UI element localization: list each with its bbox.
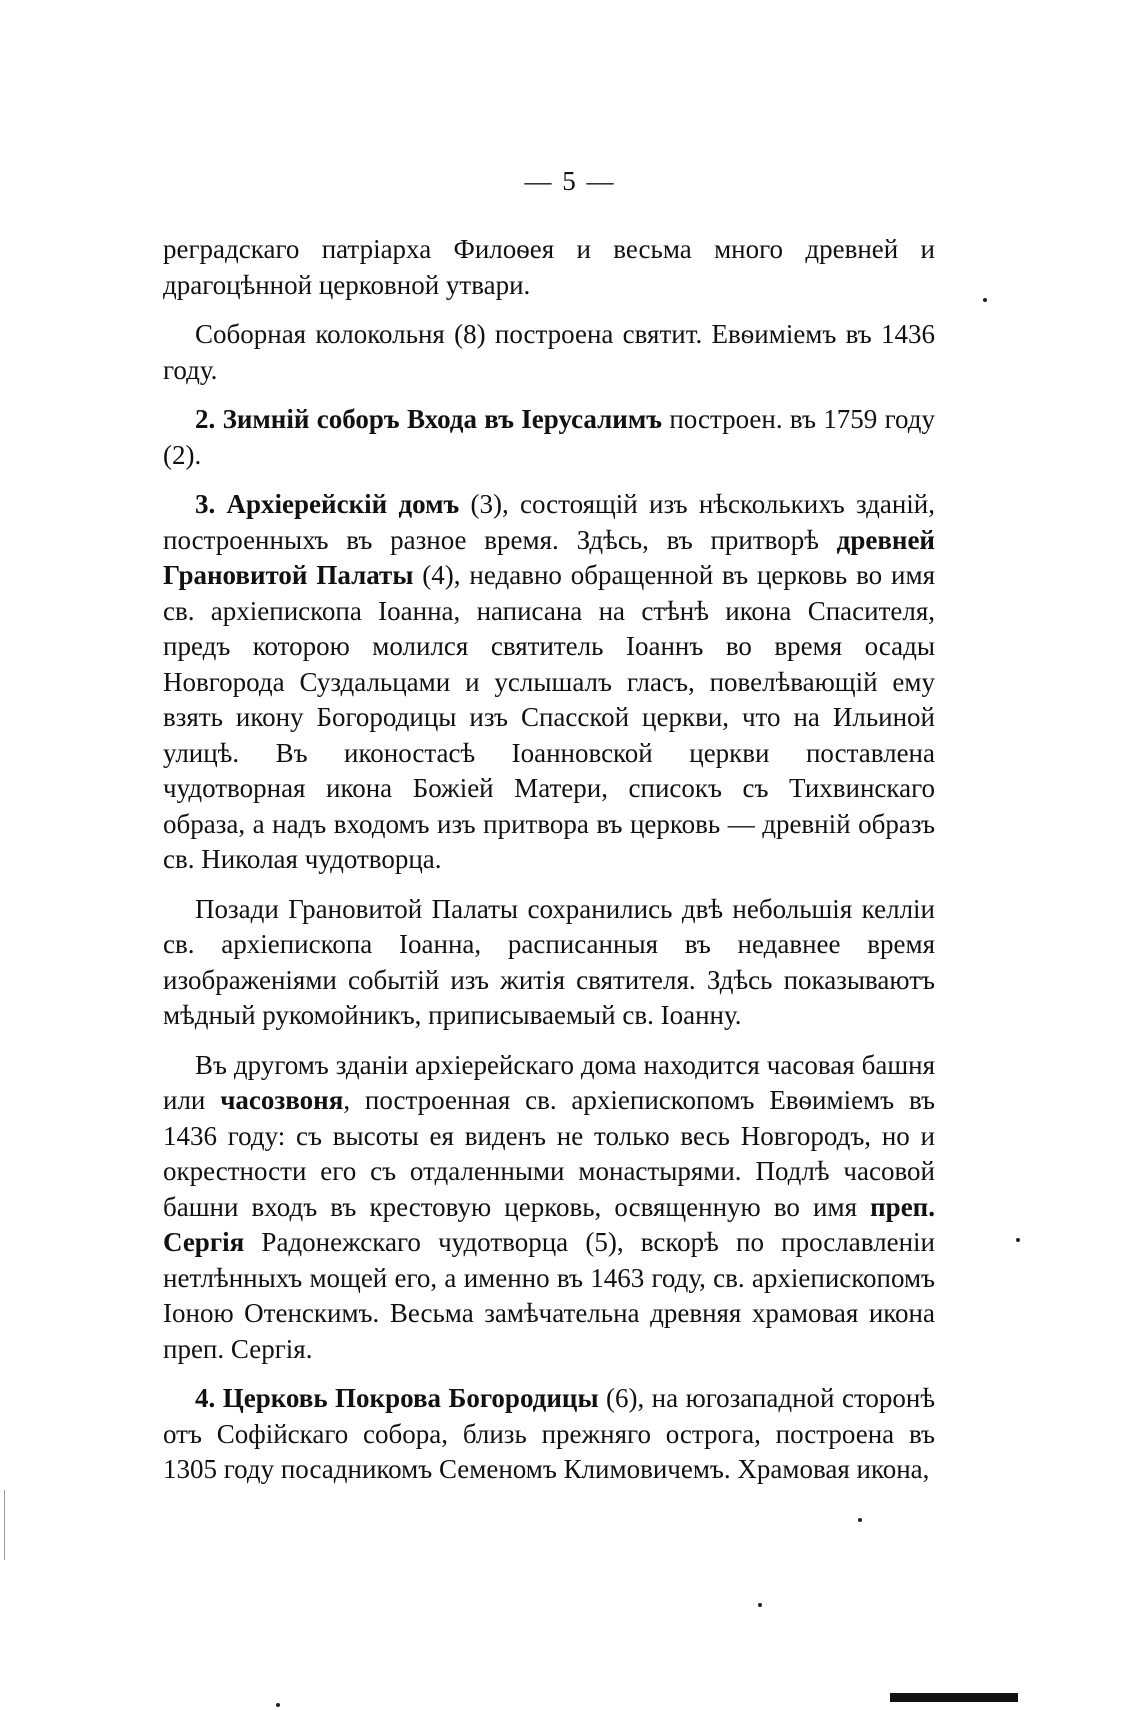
section-heading: 3. Архіерейскій домъ bbox=[195, 489, 460, 519]
text-segment: (6), на югозападной сторонѣ отъ Софійскаго собора, близь прежняго острога, построена въ 1305 году посадникомъ Семеномъ Климовичемъ. Храмовая икона, bbox=[163, 1383, 935, 1484]
paragraph-winter-cathedral bbox=[163, 402, 935, 473]
text-segment: Радонежскаго чудотворца (5), вскорѣ по прославленіи нетлѣнныхъ мощей его, а именно въ 1463 году, св. архіепископомъ Іоною Отенскимъ. Весьма замѣчательна древняя храмовая икона преп. Сергія. bbox=[163, 1227, 935, 1364]
text-segment: , построенная св. архіепископомъ Евѳиміемъ въ 1436 году: съ высоты ея виденъ не только весь Новгородъ, но и окрестности его съ отдаленными монастырями. Подлѣ часовой башни входъ въ крестовую церковь, освященную во имя bbox=[163, 1085, 935, 1222]
scan-speck bbox=[983, 298, 987, 302]
paragraph-cells bbox=[163, 892, 935, 1034]
scan-edge-line bbox=[4, 1490, 5, 1560]
text-segment: Въ другомъ зданіи архіерейскаго дома находится часовая башня или bbox=[163, 1049, 935, 1115]
bold-term: преп. Сергія bbox=[163, 1191, 935, 1257]
paragraph-pokrov-church bbox=[163, 1381, 935, 1488]
bold-term: часозвоня bbox=[220, 1085, 344, 1115]
text-segment: Соборная колокольня (8) построена святит. Евѳиміемъ въ 1436 году. bbox=[163, 319, 935, 385]
bold-term: древней Грановитой Палаты bbox=[163, 524, 935, 590]
paragraph-bell-tower bbox=[163, 317, 935, 388]
scan-speck bbox=[1016, 1238, 1020, 1242]
scan-bottom-bar bbox=[890, 1693, 1018, 1702]
paragraph-clock-tower bbox=[163, 1048, 935, 1368]
text-segment: реградскаго патріарха Филоѳея и весьма много древней и драгоцѣнной церковной утвари. bbox=[163, 234, 935, 300]
section-heading: 2. Зимній соборъ Входа въ Іерусалимъ bbox=[195, 404, 662, 434]
text-segment: (3), состоящій изъ нѣсколькихъ зданій, построенныхъ въ разное время. Здѣсь, въ притворѣ bbox=[163, 489, 935, 555]
text-segment: Позади Грановитой Палаты сохранились двѣ небольшія келліи св. архіепископа Іоанна, расписанныя въ недавнее время изображеніями событій изъ житія святителя. Здѣсь показываютъ мѣдный рукомойникъ, приписываемый св. Іоанну. bbox=[163, 893, 935, 1030]
paragraph-continuation bbox=[163, 232, 935, 303]
text-segment: построен. въ 1759 году (2). bbox=[163, 404, 935, 470]
section-heading: 4. Церковь Покрова Богородицы bbox=[195, 1383, 599, 1413]
scan-speck bbox=[276, 1703, 280, 1707]
scan-speck bbox=[858, 1518, 862, 1522]
paragraph-bishops-house bbox=[163, 487, 935, 878]
page-body bbox=[163, 232, 935, 1502]
scan-speck bbox=[758, 1603, 762, 1607]
page-number: — 5 — bbox=[524, 166, 616, 196]
text-segment: (4), недавно обращенной въ церковь во имя св. архіепископа Іоанна, написана на стѣнѣ икона Спасителя, предъ которою молился святитель Іоаннъ во время осады Новгорода Суздальцами и услышалъ гласъ, повелѣвающій ему взять икону Богородицы изъ Спасской церкви, что на Ильиной улицѣ. Въ иконостасѣ Іоанновской церкви поставлена чудотворная икона Божіей Матери, списокъ съ Тихвинскаго образа, а надъ входомъ изъ притвора въ церковь — древній образъ св. Николая чудотворца. bbox=[163, 560, 935, 874]
